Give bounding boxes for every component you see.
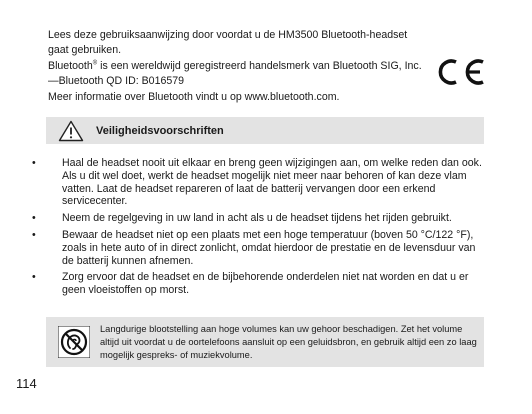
list-item	[28, 271, 488, 297]
intro-line-2-end: is een wereldwijd geregistreerd handelsmerk van Bluetooth SIG, Inc. —Bluetooth QD ID: B016579	[48, 60, 422, 87]
safety-header	[46, 117, 484, 144]
intro-line-3: Meer informatie over Bluetooth vindt u op www.bluetooth.com.	[48, 91, 340, 103]
page-number: 114	[16, 376, 37, 391]
list-item-text: Bewaar de headset niet op een plaats met een hoge temperatuur (boven 50 °C/122 °F), zoals in hete auto of in direct zonlicht, omdat hierdoor de prestatie en de levensduur van de batterij kunnen afnemen.	[62, 228, 476, 267]
list-item-text: Zorg ervoor dat de headset en de bijbehorende onderdelen niet nat worden en dat u er geen vloeistoffen op morst.	[62, 271, 469, 297]
intro-text	[48, 28, 428, 106]
list-item	[28, 212, 488, 225]
notice-text: Langdurige blootstelling aan hoge volumes kan uw gehoor beschadigen. Zet het volume altijd uit voordat u de oortelefoons aansluit op een geluidsbron, en gebruik altijd een zo laag mogelijk gespreks- of muziekvolume.	[100, 323, 477, 360]
intro-line-1: Lees deze gebruiksaanwijzing door voordat u de HM3500 Bluetooth-headset gaat gebruiken.	[48, 29, 408, 56]
hearing-warning-icon	[58, 326, 90, 358]
list-item	[28, 157, 488, 208]
safety-list	[28, 157, 488, 301]
bullet: •	[32, 157, 36, 169]
safety-title: Veiligheidsvoorschriften	[96, 124, 224, 137]
bullet: •	[32, 228, 36, 241]
list-item-text: Haal de headset nooit uit elkaar en breng geen wijzigingen aan, om welke reden dan ook. Als u dit wel doet, werkt de headset mogelijk niet meer naar behoren of kan deze vlam vatten. Laat de headset repareren of laat de batterij vervangen door een erkend servicecenter.	[62, 157, 482, 208]
bullet: •	[32, 271, 36, 284]
warning-triangle-icon	[58, 120, 84, 142]
intro-line-2-start: Bluetooth	[48, 60, 93, 72]
list-item	[28, 229, 488, 267]
list-item-text: Neem de regelgeving in uw land in acht als u de headset tijdens het rijden gebruikt.	[62, 212, 452, 225]
ce-mark-icon	[432, 58, 488, 86]
bullet: •	[32, 212, 36, 225]
registered-mark: ®	[92, 60, 98, 67]
intro-line-2	[48, 59, 428, 89]
hearing-notice	[46, 317, 484, 367]
